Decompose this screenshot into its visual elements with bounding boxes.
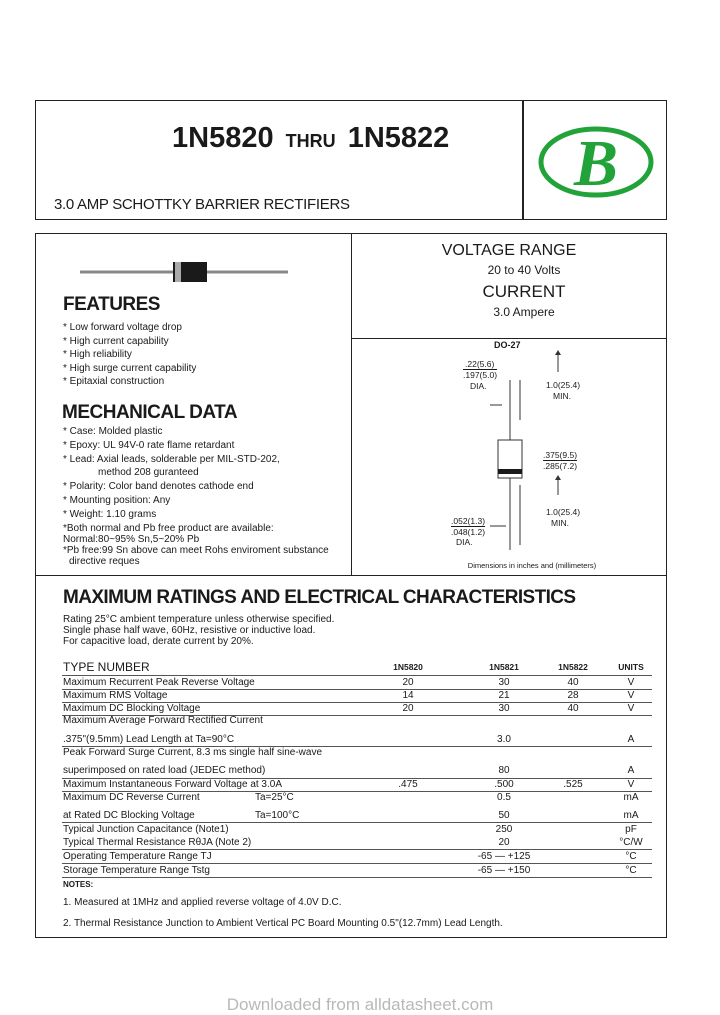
pkg-arrowhead-top <box>555 350 561 355</box>
cell-1n5820: 20 <box>402 677 414 688</box>
diode-drawing <box>80 261 290 283</box>
feature-item: * Epitaxial construction <box>63 376 165 387</box>
mech-item: Normal:80~95% Sn,5~20% Pb <box>63 534 200 545</box>
row-label: at Rated DC Blocking Voltage <box>63 810 195 821</box>
cell-1n5820: 20 <box>402 703 414 714</box>
cell-value: -65 — +150 <box>477 865 531 876</box>
feature-item: * High current capability <box>63 336 169 347</box>
header-1n5820: 1N5820 <box>393 662 423 672</box>
row-label: .375"(9.5mm) Lead Length at Ta=90°C <box>63 734 235 745</box>
dimensions-note: Dimensions in inches and (millimeters) <box>467 561 597 570</box>
table-row <box>62 792 652 805</box>
cell-1n5822: 28 <box>567 690 579 701</box>
cell-value: -65 — +125 <box>477 851 531 862</box>
dia-1: DIA. <box>470 381 487 391</box>
cell-1n5821: 21 <box>498 690 510 701</box>
pkg-arrowhead-mid <box>555 475 561 480</box>
part-number-title <box>172 122 449 155</box>
cell-units: A <box>627 734 635 745</box>
mech-item: * Weight: 1.10 grams <box>63 509 157 520</box>
cell-value: 0.5 <box>497 792 511 803</box>
wire-dim-2: .048(1.2) <box>451 527 486 537</box>
mech-item: * Lead: Axial leads, solderable per MIL-STD-202, <box>63 454 280 465</box>
package-name: DO-27 <box>494 340 521 350</box>
cell-1n5821: 30 <box>498 703 510 714</box>
table-rule <box>62 849 652 850</box>
cell-units: °C <box>625 865 637 876</box>
cell-condition: Ta=25°C <box>255 792 294 803</box>
cell-units: pF <box>625 824 637 835</box>
feature-item: * High surge current capability <box>63 363 197 374</box>
mech-item: * Case: Molded plastic <box>63 426 163 437</box>
table-row <box>62 824 652 837</box>
voltage-range-title: VOLTAGE RANGE <box>441 242 577 259</box>
mech-item: * Mounting position: Any <box>63 495 171 506</box>
subtitle: 3.0 AMP SCHOTTKY BARRIER RECTIFIERS <box>54 196 350 213</box>
header-1n5822: 1N5822 <box>558 662 588 672</box>
mech-item: * Polarity: Color band denotes cathode end <box>63 481 254 492</box>
mech-item: directive reques <box>69 556 140 567</box>
table-row <box>62 747 652 760</box>
lead-length-1: 1.0(25.4) <box>546 380 581 390</box>
cell-units: V <box>627 690 635 701</box>
cell-units: V <box>627 703 635 714</box>
table-rule <box>62 863 652 864</box>
row-label: Peak Forward Surge Current, 8.3 ms single half sine-wave <box>63 747 323 758</box>
ratings-intro: Rating 25°C ambient temperature unless otherwise specified. <box>63 614 335 625</box>
logo-letter: B <box>573 127 619 200</box>
wire-dim-1: .052(1.3) <box>451 516 486 526</box>
dim-a2: .197(5.0) <box>463 370 498 380</box>
cell-1n5821: .500 <box>494 779 514 790</box>
cell-1n5822: 40 <box>567 677 579 688</box>
mech-item: *Both normal and Pb free product are available: <box>63 523 274 534</box>
header-1n5821: 1N5821 <box>489 662 519 672</box>
cell-units: V <box>627 779 635 790</box>
brand-logo <box>538 122 654 202</box>
ratings-title: MAXIMUM RATINGS AND ELECTRICAL CHARACTERISTICS <box>63 587 576 608</box>
features-title: FEATURES <box>63 294 160 315</box>
body-length-2: .285(7.2) <box>543 461 578 471</box>
row-label: Maximum Recurrent Peak Reverse Voltage <box>63 677 255 688</box>
cell-1n5820: .475 <box>398 779 418 790</box>
mechanical-title: MECHANICAL DATA <box>62 402 238 423</box>
cell-value: 50 <box>498 810 510 821</box>
min-2: MIN. <box>551 518 569 528</box>
thru-label: THRU <box>285 131 336 151</box>
note-item: 1. Measured at 1MHz and applied reverse voltage of 4.0V D.C. <box>63 897 342 908</box>
row-label: Typical Thermal Resistance RθJA (Note 2) <box>63 837 252 848</box>
dia-2: DIA. <box>456 537 473 547</box>
row-label: Maximum Average Forward Rectified Current <box>63 715 263 726</box>
lead-length-2: 1.0(25.4) <box>546 507 581 517</box>
current-title: CURRENT <box>482 282 566 301</box>
watermark: Downloaded from alldatasheet.com <box>226 995 494 1014</box>
header-units: UNITS <box>618 662 644 672</box>
table-row <box>62 715 652 728</box>
cell-1n5822: 40 <box>567 703 579 714</box>
voltage-range-value: 20 to 40 Volts <box>487 263 561 277</box>
ratings-intro: Single phase half wave, 60Hz, resistive or inductive load. <box>63 625 316 636</box>
cell-units: °C/W <box>619 837 643 848</box>
mech-item: * Epoxy: UL 94V-0 rate flame retardant <box>63 440 235 451</box>
cell-1n5820: 14 <box>402 690 414 701</box>
row-label: Maximum RMS Voltage <box>63 690 168 701</box>
cell-value: 80 <box>498 765 510 776</box>
note-item: 2. Thermal Resistance Junction to Ambient Vertical PC Board Mounting 0.5"(12.7mm) Lead Length. <box>63 918 503 929</box>
mech-item: method 208 guranteed <box>98 467 199 478</box>
part-to: 1N5822 <box>347 122 450 154</box>
row-label: Maximum Instantaneous Forward Voltage at 3.0A <box>63 779 283 790</box>
table-row <box>62 765 652 778</box>
table-rule <box>62 877 652 878</box>
row-label: Storage Temperature Range Tstg <box>63 865 210 876</box>
header-type-number: TYPE NUMBER <box>63 660 150 674</box>
row-label: Maximum DC Reverse Current <box>63 792 200 803</box>
feature-item: * High reliability <box>63 349 132 360</box>
cell-units: °C <box>625 851 637 862</box>
current-value: 3.0 Ampere <box>493 305 555 319</box>
body-length-1: .375(9.5) <box>543 450 578 460</box>
notes-title: NOTES: <box>63 880 94 889</box>
pkg-band <box>498 469 522 474</box>
min-1: MIN. <box>553 391 571 401</box>
cell-value: 20 <box>498 837 510 848</box>
row-label: superimposed on rated load (JEDEC method) <box>63 765 266 776</box>
row-label: Maximum DC Blocking Voltage <box>63 703 201 714</box>
cell-units: mA <box>623 792 639 803</box>
cell-1n5822: .525 <box>563 779 583 790</box>
table-rule <box>62 675 652 676</box>
cell-units: mA <box>623 810 639 821</box>
mech-item: *Pb free:99 Sn above can meet Rohs enviroment substance <box>63 545 329 556</box>
diode-band <box>175 262 181 282</box>
table-rule <box>62 822 652 823</box>
dim-a1: .22(5.6) <box>465 359 495 369</box>
cell-condition: Ta=100°C <box>255 810 300 821</box>
row-label: Operating Temperature Range TJ <box>63 851 212 862</box>
ratings-intro: For capacitive load, derate current by 20%. <box>63 636 254 647</box>
part-from: 1N5820 <box>172 122 274 154</box>
cell-units: V <box>627 677 635 688</box>
feature-item: * Low forward voltage drop <box>63 322 182 333</box>
row-label: Typical Junction Capacitance (Note1) <box>63 824 229 835</box>
cell-1n5821: 30 <box>498 677 510 688</box>
cell-units: A <box>627 765 635 776</box>
table-header <box>62 660 652 674</box>
cell-value: 3.0 <box>497 734 511 745</box>
cell-value: 250 <box>495 824 513 835</box>
